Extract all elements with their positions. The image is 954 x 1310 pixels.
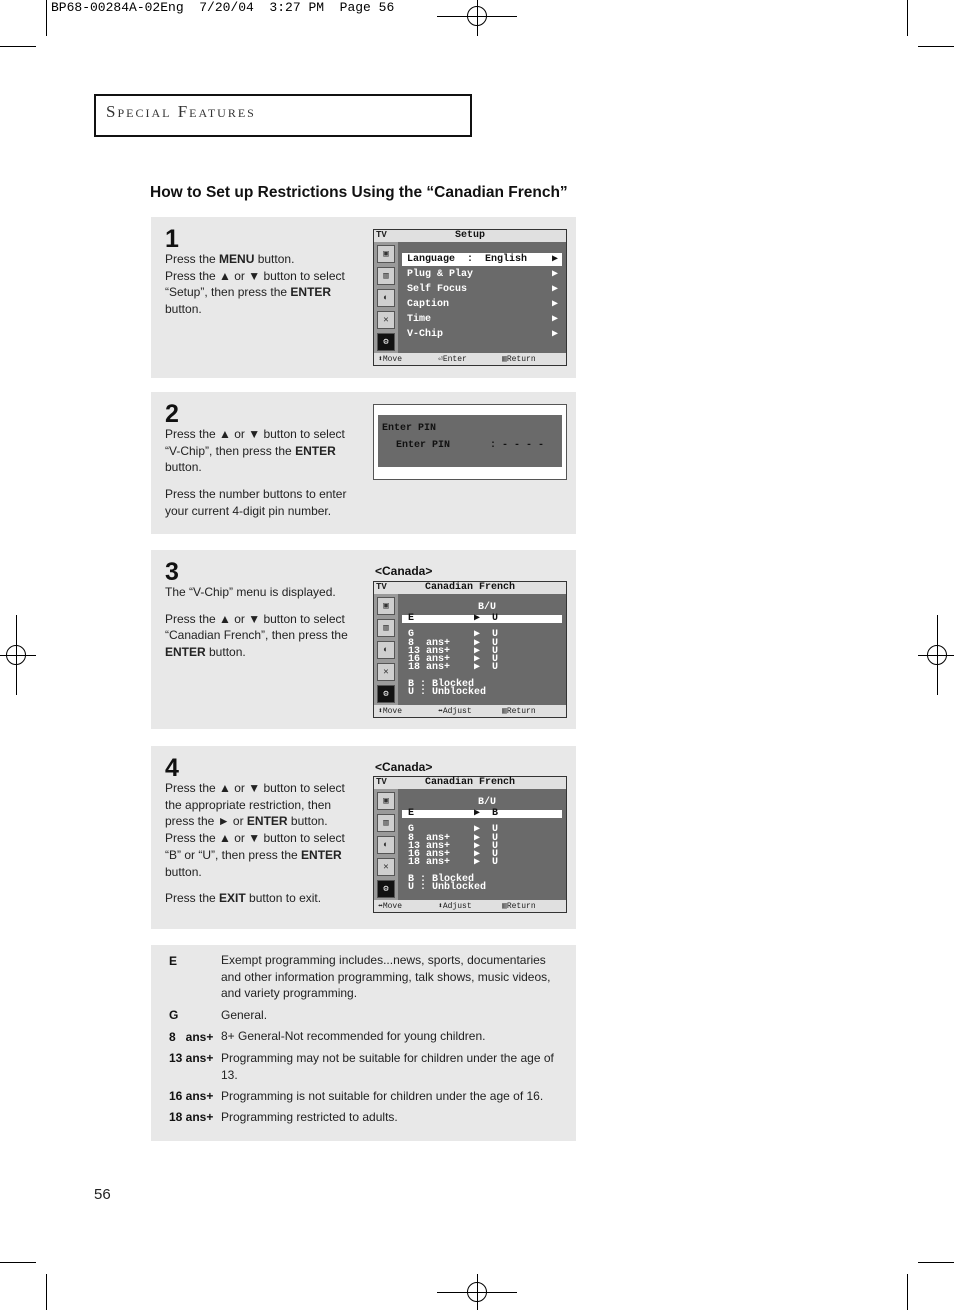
osd-tv-label: TV xyxy=(376,582,387,592)
rating-row[interactable]: E ▶ B xyxy=(408,808,499,819)
osd-side-icons xyxy=(374,242,398,353)
footer-adjust: ⬌Adjust xyxy=(438,707,472,716)
registration-circle xyxy=(467,1282,487,1302)
crop-mark xyxy=(907,1274,908,1310)
registration-circle xyxy=(927,645,947,665)
pin-panel xyxy=(378,415,562,467)
rating-row: U : Unblocked xyxy=(408,686,487,698)
rating-row: U : Unblocked xyxy=(408,881,487,893)
arrow-right-icon: ▶ xyxy=(551,329,558,340)
setup-icon: ⚙ xyxy=(377,333,395,351)
pin-field-label: Enter PIN xyxy=(396,440,451,451)
footer-return: ▥Return xyxy=(502,707,536,716)
rating-legend xyxy=(151,945,576,1141)
registration-circle xyxy=(6,645,26,665)
picture-icon: ▣ xyxy=(377,245,395,263)
step-panel-4 xyxy=(151,746,576,929)
rating-row: 16 ans+ ▶ U xyxy=(408,654,499,665)
legend-code: E xyxy=(169,954,178,968)
legend-description: 8+ General-Not recommended for young children. xyxy=(221,1029,486,1043)
page-heading: How to Set up Restrictions Using the “Canadian French” xyxy=(150,184,568,201)
rating-row: 8 ans+ ▶ U xyxy=(408,832,499,844)
channel-icon: ◐ xyxy=(377,641,395,659)
setup-icon: ⚙ xyxy=(377,685,395,703)
osd-side-icons xyxy=(374,594,398,705)
rating-row: G ▶ U xyxy=(408,824,499,836)
step-instructions: The “V-Chip” menu is displayed. Press the ▲ or ▼ button to select “Canadian French”, then press the ENTER button. xyxy=(165,585,348,660)
legend-description: General. xyxy=(221,1008,268,1022)
step-instructions: Press the MENU button. Press the ▲ or ▼ button to select “Setup”, then press the ENTER button. xyxy=(165,252,345,317)
osd-footer xyxy=(374,353,566,365)
rating-row: 13 ans+ ▶ U xyxy=(408,840,499,852)
osd-tv-label: TV xyxy=(376,777,387,787)
osd-title-bar xyxy=(374,230,566,242)
osd-title-bar xyxy=(374,777,566,789)
footer-move: ⬍Move xyxy=(378,355,403,364)
pin-field-value: : - - - - xyxy=(490,440,545,451)
arrow-right-icon: ▶ xyxy=(551,284,558,295)
step-number: 1 xyxy=(165,225,179,253)
osd-title: Canadian French xyxy=(424,777,515,788)
crop-mark xyxy=(46,1274,47,1310)
setup-menu-item[interactable] xyxy=(402,298,562,311)
rating-row: 18 ans+ ▶ U xyxy=(408,857,499,869)
step-number: 3 xyxy=(165,558,179,586)
legend-code: G xyxy=(169,1008,179,1022)
sound-icon: ▥ xyxy=(377,619,395,637)
page-number: 56 xyxy=(94,1186,111,1203)
sound-icon: ▥ xyxy=(377,267,395,285)
setup-menu-item[interactable] xyxy=(402,283,562,296)
menu-item-label: Language : English xyxy=(407,254,528,265)
legend-description: Programming may not be suitable for children under the age of 13. xyxy=(221,1051,554,1082)
osd-footer xyxy=(374,705,566,717)
footer-return: ▥Return xyxy=(502,355,536,364)
rating-row: 8 ans+ ▶ U xyxy=(408,637,499,649)
arrow-right-icon: ▶ xyxy=(551,254,558,265)
footer-move: ⬍Move xyxy=(378,707,403,716)
osd-canadian-french-menu xyxy=(373,776,567,913)
arrow-right-icon: ▶ xyxy=(551,314,558,325)
osd-title: Canadian French xyxy=(424,582,515,593)
osd-setup-menu xyxy=(373,229,567,366)
rating-row: B : Blocked xyxy=(408,873,475,885)
footer-adjust: ⬍Adjust xyxy=(438,902,472,911)
legend-description: Programming is not suitable for children under the age of 16. xyxy=(221,1089,544,1103)
rating-row: 18 ans+ ▶ U xyxy=(408,662,499,674)
menu-item-label: Caption xyxy=(407,299,450,310)
legend-code: 16 ans+ xyxy=(169,1089,214,1103)
footer-return: ▥Return xyxy=(502,902,536,911)
crop-mark xyxy=(907,0,908,36)
osd-side-icons xyxy=(374,789,398,900)
setup-menu-item[interactable] xyxy=(402,328,562,341)
arrow-right-icon: ▶ xyxy=(551,299,558,310)
print-slug: BP68-00284A-02Eng 7/20/04 3:27 PM Page 56 xyxy=(51,0,395,15)
crop-mark xyxy=(918,46,954,47)
legend-code: 13 ans+ xyxy=(169,1051,214,1065)
antenna-icon: ✕ xyxy=(377,311,395,329)
setup-menu-item[interactable] xyxy=(402,268,562,281)
picture-icon: ▣ xyxy=(377,597,395,615)
bu-header: B/U xyxy=(478,797,497,808)
step-instructions: Press the ▲ or ▼ button to select “V-Chip”, then press the ENTER button. Press the number buttons to enter your current 4-digit pin number. xyxy=(165,427,347,518)
crop-mark xyxy=(918,1262,954,1263)
legend-code: 8 ans+ xyxy=(169,1030,214,1044)
setup-menu-item[interactable] xyxy=(402,313,562,326)
footer-enter: ⏎Enter xyxy=(438,355,467,364)
rating-row: B : Blocked xyxy=(408,678,475,690)
step-panel-1 xyxy=(151,217,576,378)
osd-canadian-french-menu xyxy=(373,581,567,718)
menu-item-label: V-Chip xyxy=(407,329,444,340)
channel-icon: ◐ xyxy=(377,289,395,307)
legend-code: 18 ans+ xyxy=(169,1110,214,1124)
osd-title: Setup xyxy=(454,230,485,241)
crop-mark xyxy=(0,1262,36,1263)
picture-icon: ▣ xyxy=(377,792,395,810)
menu-item-label: Time xyxy=(407,314,432,325)
osd-pin-dialog xyxy=(373,404,567,480)
channel-icon: ◐ xyxy=(377,836,395,854)
footer-move: ⬌Move xyxy=(378,902,403,911)
step-panel-3 xyxy=(151,550,576,729)
rating-row[interactable]: E ▶ U xyxy=(408,613,499,624)
osd-tv-label: TV xyxy=(376,230,387,240)
bu-header: B/U xyxy=(478,602,497,613)
arrow-right-icon: ▶ xyxy=(551,269,558,280)
pin-title: Enter PIN xyxy=(382,423,437,434)
antenna-icon: ✕ xyxy=(377,858,395,876)
menu-item-label: Self Focus xyxy=(407,284,468,295)
registration-circle xyxy=(467,6,487,26)
crop-mark xyxy=(46,0,47,36)
region-label: <Canada> xyxy=(375,760,433,774)
crop-mark xyxy=(0,46,36,47)
menu-item-label: Plug & Play xyxy=(407,269,474,280)
step-panel-2 xyxy=(151,392,576,534)
step-number: 2 xyxy=(165,400,179,428)
region-label: <Canada> xyxy=(375,564,433,578)
sound-icon: ▥ xyxy=(377,814,395,832)
rating-row: G ▶ U xyxy=(408,629,499,641)
rating-row: 13 ans+ ▶ U xyxy=(408,645,499,657)
osd-footer xyxy=(374,900,566,912)
osd-title-bar xyxy=(374,582,566,594)
legend-description: Programming restricted to adults. xyxy=(221,1110,398,1124)
step-number: 4 xyxy=(165,754,179,782)
step-instructions: Press the ▲ or ▼ button to select the appropriate restriction, then press the ► or ENTER button. Press the ▲ or ▼ button to select “B” or “U”, then press the ENTER button. Press the EXIT button to exit. xyxy=(165,781,345,906)
legend-description: Exempt programming includes...news, sports, documentaries and other information programming, talk shows, music videos, and variety programming. xyxy=(221,953,551,1001)
section-title: Special Features xyxy=(106,102,256,121)
rating-row: 16 ans+ ▶ U xyxy=(408,849,499,860)
setup-menu-item[interactable] xyxy=(402,253,562,266)
setup-icon: ⚙ xyxy=(377,880,395,898)
antenna-icon: ✕ xyxy=(377,663,395,681)
